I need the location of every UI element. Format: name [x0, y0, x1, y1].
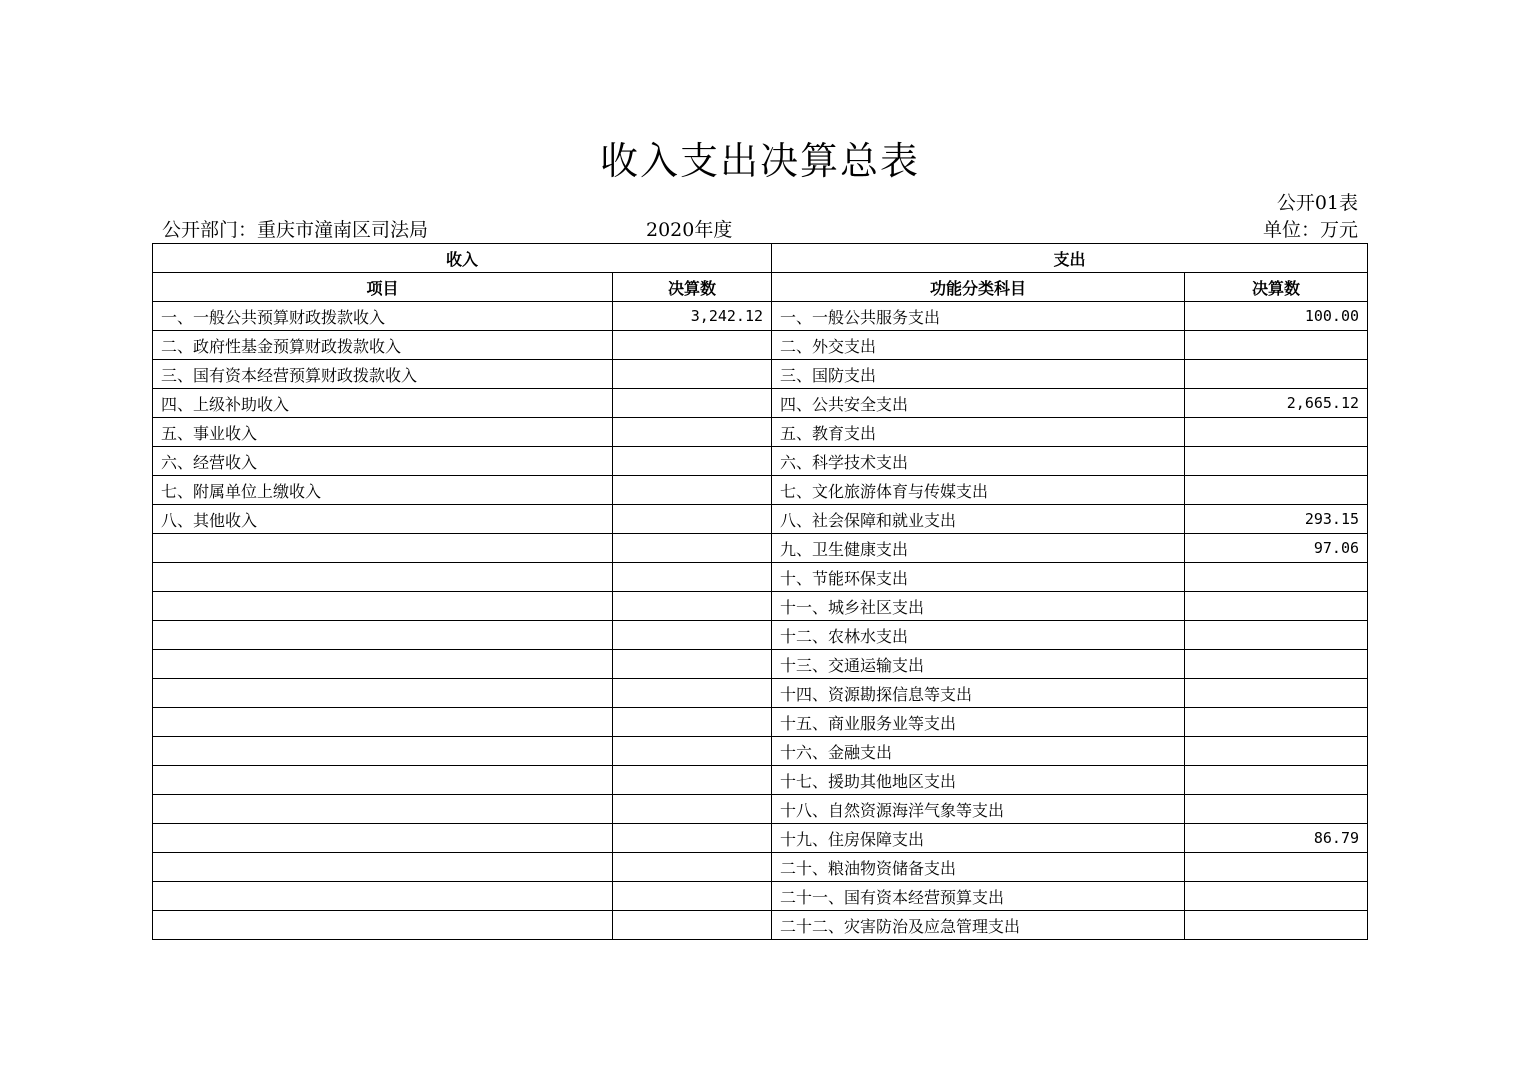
table-row [153, 795, 1368, 824]
expense-amount-cell [1185, 737, 1368, 766]
expense-item-cell: 十五、商业服务业等支出 [772, 708, 1185, 737]
income-item-cell [153, 708, 613, 737]
income-amount-header: 决算数 [613, 273, 772, 302]
income-item-cell: 三、国有资本经营预算财政拨款收入 [153, 360, 613, 389]
table-row [153, 737, 1368, 766]
department-label: 公开部门：重庆市潼南区司法局 [162, 219, 429, 241]
year-label: 2020年度 [646, 219, 733, 241]
expense-item-cell: 十、节能环保支出 [772, 563, 1185, 592]
income-expense-table [152, 243, 1368, 940]
expense-item-cell: 一、一般公共服务支出 [772, 302, 1185, 331]
expense-amount-cell [1185, 708, 1368, 737]
meta-row [162, 215, 1358, 241]
income-item-cell [153, 534, 613, 563]
income-amount-cell: 3,242.12 [613, 302, 772, 331]
form-number: 公开01表 [1276, 192, 1358, 214]
expense-item-cell: 九、卫生健康支出 [772, 534, 1185, 563]
income-amount-cell [613, 534, 772, 563]
income-amount-cell [613, 766, 772, 795]
income-item-cell [153, 621, 613, 650]
income-item-cell: 四、上级补助收入 [153, 389, 613, 418]
expense-amount-cell: 2,665.12 [1185, 389, 1368, 418]
table-row [153, 331, 1368, 360]
income-amount-cell [613, 592, 772, 621]
table-row [153, 882, 1368, 911]
expense-amount-cell: 86.79 [1185, 824, 1368, 853]
expense-amount-header: 决算数 [1185, 273, 1368, 302]
expense-amount-cell [1185, 795, 1368, 824]
expense-amount-cell [1185, 650, 1368, 679]
income-amount-cell [613, 389, 772, 418]
income-amount-cell [613, 679, 772, 708]
page-title: 收入支出决算总表 [599, 139, 920, 183]
income-item-header: 项目 [153, 273, 613, 302]
expense-item-cell: 八、社会保障和就业支出 [772, 505, 1185, 534]
expense-amount-cell [1185, 563, 1368, 592]
table-row [153, 447, 1368, 476]
table-row [153, 563, 1368, 592]
expense-item-cell: 二十一、国有资本经营预算支出 [772, 882, 1185, 911]
table-row [153, 679, 1368, 708]
expense-amount-cell [1185, 360, 1368, 389]
expense-group-header: 支出 [772, 244, 1368, 273]
income-item-cell [153, 853, 613, 882]
table-row [153, 650, 1368, 679]
table-row [153, 534, 1368, 563]
expense-item-cell: 十二、农林水支出 [772, 621, 1185, 650]
income-amount-cell [613, 737, 772, 766]
expense-amount-cell [1185, 447, 1368, 476]
income-item-cell: 八、其他收入 [153, 505, 613, 534]
expense-item-cell: 二十、粮油物资储备支出 [772, 853, 1185, 882]
expense-item-cell: 十九、住房保障支出 [772, 824, 1185, 853]
expense-amount-cell [1185, 766, 1368, 795]
table-row [153, 824, 1368, 853]
expense-amount-cell [1185, 476, 1368, 505]
expense-amount-cell: 100.00 [1185, 302, 1368, 331]
income-item-cell [153, 563, 613, 592]
table-row [153, 708, 1368, 737]
table-row [153, 621, 1368, 650]
income-amount-cell [613, 650, 772, 679]
table-row [153, 592, 1368, 621]
expense-item-cell: 七、文化旅游体育与传媒支出 [772, 476, 1185, 505]
expense-amount-cell: 97.06 [1185, 534, 1368, 563]
table-row [153, 505, 1368, 534]
income-amount-cell [613, 447, 772, 476]
income-amount-cell [613, 824, 772, 853]
expense-item-cell: 三、国防支出 [772, 360, 1185, 389]
table-row [153, 360, 1368, 389]
income-item-cell: 二、政府性基金预算财政拨款收入 [153, 331, 613, 360]
income-amount-cell [613, 853, 772, 882]
expense-item-cell: 五、教育支出 [772, 418, 1185, 447]
income-amount-cell [613, 331, 772, 360]
expense-item-cell: 二十二、灾害防治及应急管理支出 [772, 911, 1185, 940]
table-row [153, 476, 1368, 505]
expense-item-cell: 二、外交支出 [772, 331, 1185, 360]
expense-amount-cell [1185, 679, 1368, 708]
expense-item-header: 功能分类科目 [772, 273, 1185, 302]
expense-amount-cell [1185, 331, 1368, 360]
income-item-cell: 七、附属单位上缴收入 [153, 476, 613, 505]
income-item-cell [153, 882, 613, 911]
income-amount-cell [613, 418, 772, 447]
income-amount-cell [613, 708, 772, 737]
income-amount-cell [613, 360, 772, 389]
income-item-cell [153, 679, 613, 708]
expense-amount-cell [1185, 592, 1368, 621]
table-row [153, 418, 1368, 447]
expense-amount-cell [1185, 621, 1368, 650]
income-amount-cell [613, 795, 772, 824]
expense-item-cell: 四、公共安全支出 [772, 389, 1185, 418]
table-body [153, 302, 1368, 940]
expense-item-cell: 十七、援助其他地区支出 [772, 766, 1185, 795]
income-item-cell [153, 592, 613, 621]
income-amount-cell [613, 476, 772, 505]
income-group-header: 收入 [153, 244, 772, 273]
income-amount-cell [613, 911, 772, 940]
table-row [153, 389, 1368, 418]
expense-amount-cell [1185, 911, 1368, 940]
expense-item-cell: 十六、金融支出 [772, 737, 1185, 766]
income-amount-cell [613, 621, 772, 650]
table-row [153, 911, 1368, 940]
expense-amount-cell [1185, 882, 1368, 911]
income-item-cell [153, 795, 613, 824]
unit-label: 单位：万元 [1262, 219, 1358, 241]
expense-amount-cell [1185, 418, 1368, 447]
table-row [153, 302, 1368, 331]
income-item-cell: 六、经营收入 [153, 447, 613, 476]
income-item-cell [153, 766, 613, 795]
income-amount-cell [613, 505, 772, 534]
income-item-cell: 五、事业收入 [153, 418, 613, 447]
income-item-cell [153, 650, 613, 679]
header-row-group [153, 244, 1368, 273]
table-row [153, 766, 1368, 795]
income-item-cell: 一、一般公共预算财政拨款收入 [153, 302, 613, 331]
expense-item-cell: 十八、自然资源海洋气象等支出 [772, 795, 1185, 824]
income-amount-cell [613, 563, 772, 592]
expense-item-cell: 十四、资源勘探信息等支出 [772, 679, 1185, 708]
table-row [153, 853, 1368, 882]
income-amount-cell [613, 882, 772, 911]
income-item-cell [153, 737, 613, 766]
expense-amount-cell [1185, 853, 1368, 882]
income-item-cell [153, 824, 613, 853]
expense-amount-cell: 293.15 [1185, 505, 1368, 534]
header-row-columns [153, 273, 1368, 302]
expense-item-cell: 十一、城乡社区支出 [772, 592, 1185, 621]
expense-item-cell: 六、科学技术支出 [772, 447, 1185, 476]
expense-item-cell: 十三、交通运输支出 [772, 650, 1185, 679]
income-item-cell [153, 911, 613, 940]
